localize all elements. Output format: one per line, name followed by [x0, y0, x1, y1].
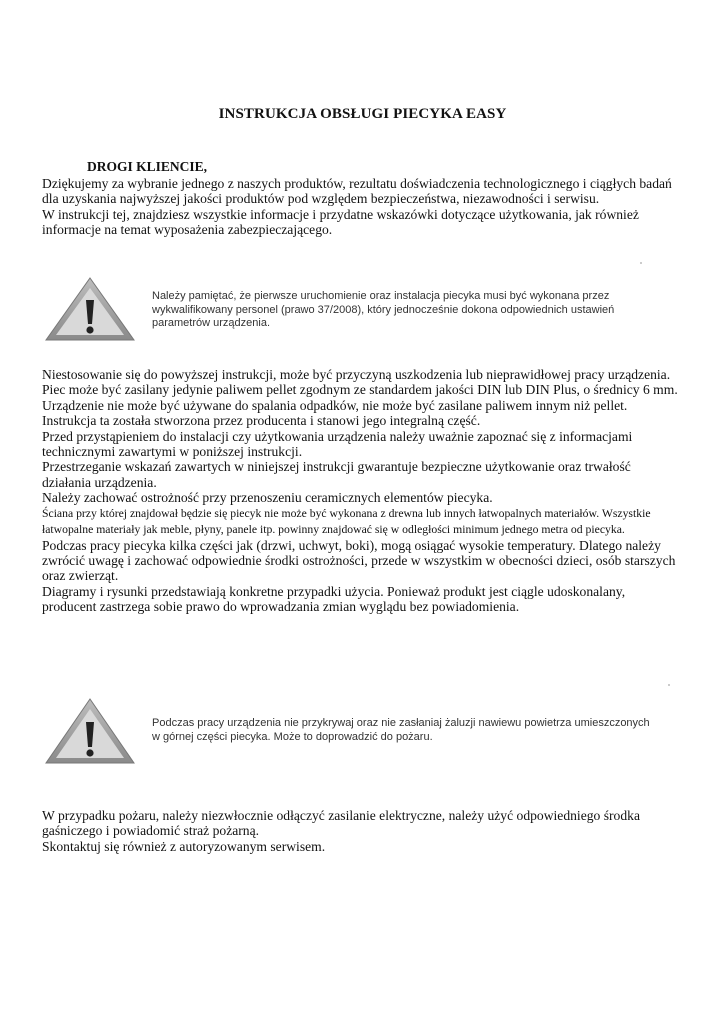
- intro-section: [42, 176, 682, 238]
- body-paragraph-7: Ściana przy której znajdował będzie się piecyk nie może być wykonana z drewna lub innych łatwopalnych materiałów. Wszystkie łatwopalne materiały jak meble, płyny, panele itp. powinny znajdować się w odległości minimum jednego metra od piecyka.: [42, 506, 651, 536]
- body-section: [42, 367, 682, 615]
- body-paragraph-3: Instrukcja ta została stworzona przez producenta i stanowi jego integralną część.: [42, 413, 481, 429]
- scan-speck: [668, 684, 670, 686]
- body-paragraph-8: Podczas pracy piecyka kilka części jak (drzwi, uchwyt, boki), mogą osiągać wysokie temperatury. Dlatego należy zwrócić uwagę i zachować odpowiednie środki ostrożności, przede w wszystkim w obecności dzieci, osób starszych oraz zwierząt.: [42, 537, 676, 584]
- body-paragraph-1: Niestosowanie się do powyższej instrukcji, może być przyczyną uszkodzenia lub nieprawidłowej pracy urządzenia.: [42, 367, 671, 382]
- body-paragraph-5: Przestrzeganie wskazań zawartych w niniejszej instrukcji gwarantuje bezpieczne użytkowanie oraz trwałość działania urządzenia.: [42, 459, 631, 490]
- scan-speck: [640, 262, 642, 264]
- body-paragraph-9: Diagramy i rysunki przedstawiają konkretne przypadki użycia. Ponieważ produkt jest ciągle udoskonalany, producent zastrzega sobie prawo do wprowadzania zmian wyglądu bez powiadomienia.: [42, 583, 626, 615]
- warning-box-1: [40, 276, 650, 356]
- body-paragraph-4: Przed przystąpieniem do instalacji czy użytkowania urządzenia należy uważnie zapoznać się z informacjami technicznymi zawartymi w poniższej instrukcji.: [42, 428, 633, 460]
- warning-text-1: Należy pamiętać, że pierwsze uruchomienie oraz instalacja piecyka musi być wykonana przez wykwalifikowany personel (prawo 37/2008), który jednocześnie dokona odpowiednich ustawień parametrów urządzenia.: [152, 290, 615, 329]
- closing-section: [42, 808, 682, 854]
- warning-triangle-icon: [44, 697, 136, 765]
- document-title: INSTRUKCJA OBSŁUGI PIECYKA EASY: [218, 106, 507, 122]
- greeting: DROGI KLIENCIE,: [87, 159, 208, 174]
- body-paragraph-6: Należy zachować ostrożność przy przenoszeniu ceramicznych elementów piecyka.: [42, 490, 493, 506]
- intro-paragraph-2: W instrukcji tej, znajdziesz wszystkie informacje i przydatne wskazówki dotyczące użytkowania, jak również informacje na temat wyposażenia zabezpieczającego.: [42, 206, 639, 238]
- warning-text-2: Podczas pracy urządzenia nie przykrywaj oraz nie zasłaniaj żaluzji nawiewu powietrza umieszczonych w górnej części piecyka. Może to doprowadzić do pożaru.: [152, 717, 650, 743]
- closing-paragraph-1: W przypadku pożaru, należy niezwłocznie odłączyć zasilanie elektryczne, należy użyć odpowiedniego środka gaśniczego i powiadomić straż pożarną.: [42, 808, 640, 839]
- warning-box-2: [40, 697, 650, 777]
- body-paragraph-2: Piec może być zasilany jedynie paliwem pellet zgodnym ze standardem jakości DIN lub DIN Plus, o średnicy 6 mm. Urządzenie nie może być używane do spalania odpadków, nie może być zasilane paliwem innym niż pellet.: [42, 382, 678, 413]
- closing-paragraph-2: Skontaktuj się również z autoryzowanym serwisem.: [42, 838, 326, 854]
- warning-triangle-icon: [44, 276, 136, 342]
- intro-paragraph-1: Dziękujemy za wybranie jednego z naszych produktów, rezultatu doświadczenia technologicznego i ciągłych badań dla uzyskania najwyższej jakości produktów pod względem bezpieczeństwa, niezawodności i serwisu.: [42, 176, 672, 207]
